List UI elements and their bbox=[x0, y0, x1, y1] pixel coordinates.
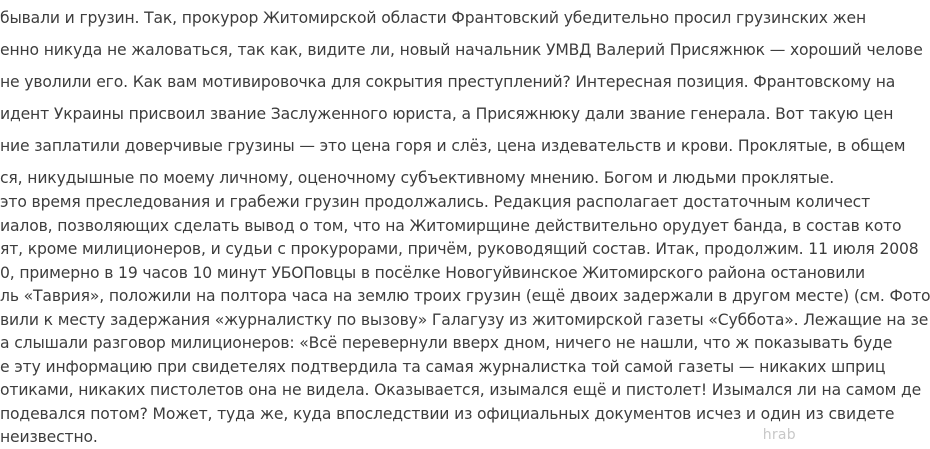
paragraph-2-line-11: неизвестно. bbox=[0, 428, 98, 446]
paragraph-2-line-6: вили к месту задержания «журналистку по вызову» Галагузу из житомирской газеты «Суббота». Лежащие на зе bbox=[0, 310, 929, 329]
paragraph-1-line-5: ние заплатили доверчивые грузины — это цена горя и слёз, цена издевательств и крови. Проклятые, в общем bbox=[0, 137, 906, 155]
site-watermark: hrab bbox=[762, 427, 796, 443]
paragraph-1-line-6: ся, никудышные по моему личному, оценочному субъективному мнению. Богом и людьми проклятые. bbox=[0, 169, 835, 187]
paragraph-2-line-5: ль «Таврия», положили на полтора часа на землю троих грузин (ещё двоих задержали в другом месте) (см. Фото bbox=[0, 287, 930, 305]
paragraph-1-line-3: не уволили его. Как вам мотивировочка для сокрытия преступлений? Интересная позиция. Франтовскому на bbox=[0, 73, 896, 91]
paragraph-2-line-2: иалов, позволяющих сделать вывод о том, что на Житомирщине действительно орудует банда, в состав кото bbox=[0, 216, 902, 235]
paragraph-2-line-3: ят, кроме милиционеров, и судьи с прокурорами, причём, руководящий состав. Итак, продолжим. 11 июля 2008 bbox=[0, 240, 919, 258]
paragraph-2-line-8: е эту информацию при свидетелях подтвердила та самая журналистка той самой газеты — никаких шприц bbox=[0, 357, 886, 376]
paragraph-1-line-4: идент Украины присвоил звание Заслуженного юриста, а Присяжнюку дали звание генерала. Вот такую цен bbox=[0, 105, 894, 123]
paragraph-1-line-2: енно никуда не жаловаться, так как, видите ли, новый начальник УМВД Валерий Присяжнюк — хороший челове bbox=[0, 41, 923, 59]
paragraph-2-line-7: а слышали разговор милиционеров: «Всё перевернули вверх дном, ничего не нашли, что ж показывать буде bbox=[0, 334, 893, 352]
paragraph-2-line-9: отиками, никаких пистолетов она не видела. Оказывается, изымался ещё и пистолет! Изымался ли на самом де bbox=[0, 381, 922, 399]
paragraph-1-line-1: бывали и грузин. Так, прокурор Житомирской области Франтовский убедительно просил грузинских жен bbox=[0, 9, 867, 27]
paragraph-2-line-4: 0, примерно в 19 часов 10 минут УБОПовцы в посёлке Новогуйвинское Житомирского района остановили bbox=[0, 263, 866, 282]
paragraph-2-line-10: подевался потом? Может, туда же, куда впоследствии из официальных документов исчез и один из свидете bbox=[0, 404, 895, 423]
paragraph-2-line-1: это время преследования и грабежи грузин продолжались. Редакция располагает достаточным количест bbox=[0, 193, 871, 211]
